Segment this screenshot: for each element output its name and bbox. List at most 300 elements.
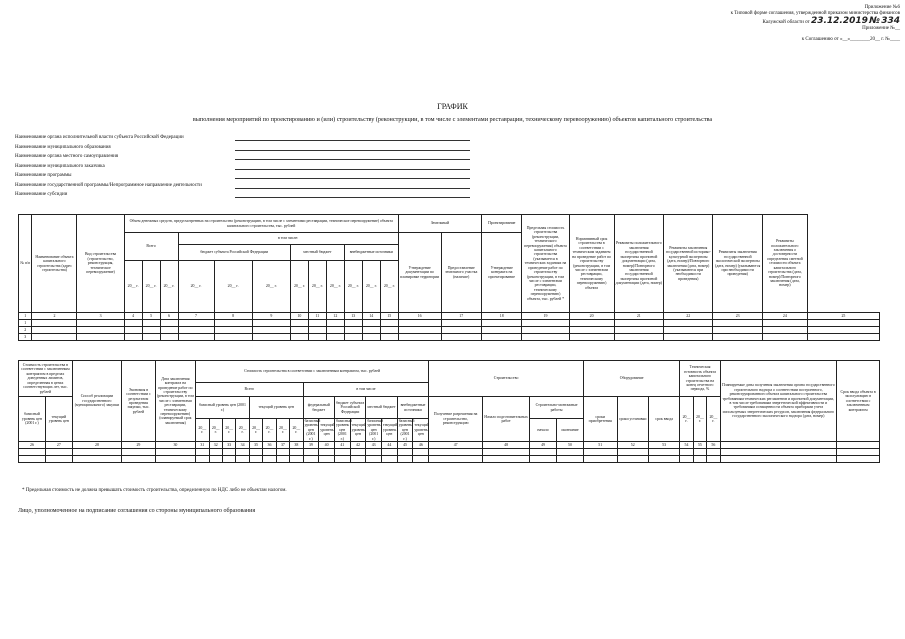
- table-cell: 1: [19, 313, 32, 320]
- table-cell: 15: [380, 313, 398, 320]
- table-cell: [122, 449, 156, 456]
- table-cell: 3: [77, 313, 124, 320]
- table-cell: [344, 334, 362, 341]
- table-cell: [366, 456, 382, 463]
- table-cell: [196, 456, 209, 463]
- table-cell: [32, 327, 77, 334]
- table-cell: [236, 449, 249, 456]
- col-cost-a: базисный уровень цен (2001 г.): [19, 397, 46, 442]
- table-cell: [837, 449, 880, 456]
- table-cell: [441, 320, 481, 327]
- table-cell: [344, 320, 362, 327]
- table-cell: [214, 320, 252, 327]
- table-cell: 46: [413, 442, 429, 449]
- table-cell: 38: [290, 442, 303, 449]
- table-cell: окончание: [557, 419, 584, 442]
- handwritten-number: 334: [881, 15, 900, 26]
- table-cell: 33: [222, 442, 235, 449]
- schedule-table-2: [18, 360, 880, 463]
- table-cell: 17: [441, 313, 481, 320]
- field-row: Наименование государственной программы/Непрограммное направление деятельности: [15, 181, 475, 191]
- table-cell: [252, 327, 290, 334]
- table-cell: 55: [693, 442, 706, 449]
- table-cell: 12: [326, 313, 344, 320]
- table-cell: 26: [19, 442, 46, 449]
- table-cell: [252, 334, 290, 341]
- table-cell: [196, 449, 209, 456]
- table-cell: 47: [429, 442, 483, 449]
- table-cell: [124, 320, 142, 327]
- table-cell: [713, 327, 762, 334]
- appendix-line2: к Типовой форме соглашения, утвержденной приказом министерства финансов: [730, 11, 900, 17]
- table-cell: [680, 456, 693, 463]
- table-cell: 42: [350, 442, 366, 449]
- table-cell: [142, 327, 160, 334]
- table-cell: [707, 456, 720, 463]
- table-cell: [303, 449, 319, 456]
- table-cell: 20__ г.: [290, 261, 308, 313]
- table-cell: текущий уровень цен: [319, 419, 335, 442]
- table-cell: [648, 456, 679, 463]
- table-cell: 20__ г.: [214, 261, 252, 313]
- table-cell: [413, 456, 429, 463]
- table-cell: [522, 334, 569, 341]
- table-cell: [362, 320, 380, 327]
- table-cell: 20__ г.: [142, 261, 160, 313]
- table-cell: [413, 449, 429, 456]
- table-cell: 20__ г.: [380, 261, 398, 313]
- table-cell: 41: [334, 442, 350, 449]
- table-cell: [19, 449, 46, 456]
- table-cell: 19: [522, 313, 569, 320]
- table-cell: 8: [214, 313, 252, 320]
- table-cell: базисный уровень цен (2001 г.): [304, 419, 321, 441]
- table-cell: 36: [263, 442, 276, 449]
- col-local: местный бюджет: [290, 245, 344, 261]
- appendix-line5: к Соглашению от «__»________20__ г. №____: [801, 36, 900, 42]
- table-cell: 20__ г.: [209, 419, 222, 442]
- table-cell: [837, 456, 880, 463]
- col-term: Нормативный срок строительства в соответствии с техническим заданием на проведение работ по строительству (реконструкции, в том числе с элементами реставрации, техническому перевооружению) объекта: [569, 215, 614, 313]
- table-cell: [707, 449, 720, 456]
- table-cell: федеральный бюджет: [303, 397, 334, 419]
- table-cell: 14: [362, 313, 380, 320]
- col-num: № п/п: [19, 215, 32, 313]
- col-type: Вид строительства (строительство, реконструкция, техническое перевооружение): [77, 215, 124, 313]
- col-design: Проектирование: [481, 215, 521, 233]
- col-equip: Оборудование: [583, 361, 679, 397]
- table-cell: [614, 327, 663, 334]
- table-cell: [720, 456, 837, 463]
- table-cell: [530, 449, 557, 456]
- table-cell: [382, 456, 398, 463]
- table-cell: бюджет субъекта Российской Федерации: [334, 397, 365, 419]
- field-row: Наименование муниципального заказчика: [15, 162, 475, 172]
- table-cell: [308, 327, 326, 334]
- table-cell: 24: [762, 313, 807, 320]
- table-cell: 20__ г.: [263, 419, 276, 442]
- table-cell: [720, 442, 837, 449]
- table-cell: 20__ г.: [236, 419, 249, 442]
- col-method: Способ реализации государственного (муниципального) закупки: [72, 361, 121, 442]
- table-cell: срок ввода: [648, 397, 679, 442]
- table-cell: 6: [160, 313, 178, 320]
- table-cell: 44: [382, 442, 398, 449]
- field-row: Наименование субсидии: [15, 190, 475, 200]
- col-design-a: Утверждение контракта на проектирование: [481, 233, 521, 313]
- table-cell: 20__ г.: [249, 419, 262, 442]
- table-cell: 51: [583, 442, 617, 449]
- footnote: * Предельная стоимость не должна превышать стоимость строительства, определенную по НДС либо не объектам налогом.: [22, 488, 287, 493]
- col-incl: в том числе:: [178, 233, 398, 245]
- table-cell: [72, 449, 121, 456]
- col-total: Всего: [124, 233, 178, 261]
- table-cell: [837, 442, 880, 449]
- table-cell: [249, 449, 262, 456]
- col-land-a: Утверждение документации по планировке территории: [398, 233, 441, 313]
- table-row: [19, 334, 880, 341]
- table-cell: [350, 449, 366, 456]
- table-cell: 21: [614, 313, 663, 320]
- table-cell: [290, 327, 308, 334]
- table-cell: [334, 456, 350, 463]
- table-cell: 32: [209, 442, 222, 449]
- col-deadline: Срок ввода объекта в эксплуатацию в соответствии с заключенным контрактом: [837, 361, 880, 442]
- table-cell: 1: [19, 320, 32, 327]
- table-cell: сроки приобретения: [583, 397, 617, 442]
- table-row: [19, 456, 880, 463]
- table-cell: [617, 449, 648, 456]
- table-cell: Получение разрешения на строительство, реконструкцию: [429, 397, 483, 442]
- table-cell: 20__ г.: [693, 397, 706, 442]
- table-cell: [334, 449, 350, 456]
- table-cell: [398, 327, 441, 334]
- table-cell: 2: [32, 313, 77, 320]
- table-cell: [614, 334, 663, 341]
- table-cell: 53: [648, 442, 679, 449]
- table-cell: [807, 327, 879, 334]
- table-cell: текущий уровень цен: [413, 419, 429, 442]
- table-cell: [222, 449, 235, 456]
- table-cell: [32, 320, 77, 327]
- field-row: Наименование муниципального образования: [15, 143, 475, 153]
- table-cell: [398, 334, 441, 341]
- table-cell: 9: [252, 313, 290, 320]
- table-cell: [178, 334, 214, 341]
- table-cell: 13: [344, 313, 362, 320]
- table-cell: [614, 320, 663, 327]
- table-cell: 28: [72, 442, 121, 449]
- table-cell: [252, 320, 290, 327]
- table-cell: [522, 320, 569, 327]
- table-cell: 49: [530, 442, 557, 449]
- table-cell: [45, 449, 72, 456]
- table-cell: 20__ г.: [178, 261, 214, 313]
- col-land: Земельный: [398, 215, 481, 233]
- col-other: внебюджетные источники: [344, 245, 398, 261]
- table-cell: [290, 320, 308, 327]
- table-cell: [290, 456, 303, 463]
- table-cell: [160, 334, 178, 341]
- table-cell: 23: [713, 313, 762, 320]
- table-cell: [583, 449, 617, 456]
- table-cell: 34: [236, 442, 249, 449]
- appendix-line4: Приложение №__: [862, 26, 900, 32]
- table-cell: [522, 327, 569, 334]
- table-cell: 25: [807, 313, 879, 320]
- table-cell: [344, 327, 362, 334]
- table-cell: базисный уровень цен (2001 г.): [367, 419, 384, 441]
- table-cell: 20__ г.: [196, 419, 209, 442]
- col-ready: Техническая готовность объекта капитального строительства на конец отчетного периода, %: [680, 361, 720, 397]
- col-exp2: Реквизиты заключения государственной историко-культурной экспертизы (дата, номер)/Повторного заключения (дата, номер) (указываются при необходимости проведения): [664, 215, 713, 313]
- table-cell: [382, 449, 398, 456]
- table-cell: [530, 456, 557, 463]
- field-row: Наименование органа местного самоуправления: [15, 152, 475, 162]
- appendix-line1: Приложение №6: [864, 5, 900, 10]
- field-row: Наименование программы: [15, 171, 475, 181]
- table-cell: 20__ г.: [362, 261, 380, 313]
- table-cell: [263, 449, 276, 456]
- field-row: Наименование органа исполнительной власти субъекта Российской Федерации: [15, 133, 475, 143]
- table-cell: 7: [178, 313, 214, 320]
- table-cell: [124, 327, 142, 334]
- table-cell: [236, 456, 249, 463]
- col-cost-b: текущий уровень цен: [45, 397, 72, 442]
- table-cell: 20__ г.: [124, 261, 142, 313]
- col-exp4: Реквизиты положительного заключения о достоверности определения сметной стоимости объекта капитального строительства (дата, номер)/Повторного заключения (дата, номер): [762, 215, 807, 313]
- table-cell: 20__ г.: [680, 397, 693, 442]
- table-cell: [319, 449, 335, 456]
- col-name: Наименование объекта капитального строительства (адрес строительства): [32, 215, 77, 313]
- field-list: [15, 133, 475, 200]
- table-cell: 31: [196, 442, 209, 449]
- table-cell: [303, 456, 319, 463]
- table-cell: [209, 456, 222, 463]
- table-cell: [380, 334, 398, 341]
- table-cell: 22: [664, 313, 713, 320]
- appendix-line3: Калужской области от 23.12.2019 № 334: [762, 15, 900, 26]
- table-cell: [441, 334, 481, 341]
- table-cell: [209, 449, 222, 456]
- schedule-table-1: [18, 214, 880, 341]
- table-cell: 39: [303, 442, 319, 449]
- col-build: Строительство: [429, 361, 584, 397]
- table-cell: 5: [142, 313, 160, 320]
- table-cell: [398, 320, 441, 327]
- table-cell: [308, 320, 326, 327]
- table-cell: 45: [397, 442, 413, 449]
- table-cell: [276, 449, 289, 456]
- table-cell: 20__ г.: [707, 397, 720, 442]
- table-cell: текущий уровень цен: [249, 397, 303, 419]
- table-cell: [664, 327, 713, 334]
- table-cell: 30: [155, 442, 195, 449]
- table-cell: [762, 334, 807, 341]
- table-cell: 35: [249, 442, 262, 449]
- table-cell: [441, 327, 481, 334]
- table-cell: 20__ г.: [308, 261, 326, 313]
- table-cell: 29: [122, 442, 156, 449]
- table-cell: текущий уровень цен: [382, 419, 398, 442]
- table-cell: [664, 320, 713, 327]
- col-total: Всего: [196, 383, 304, 397]
- table-cell: [326, 327, 344, 334]
- table-cell: [569, 320, 614, 327]
- table-cell: 54: [680, 442, 693, 449]
- table-cell: [397, 449, 413, 456]
- table-cell: 27: [45, 442, 72, 449]
- appendix-header: [560, 5, 900, 43]
- table-cell: 40: [319, 442, 335, 449]
- table-cell: 4: [124, 313, 142, 320]
- table-row: [19, 449, 880, 456]
- table-row: [19, 327, 880, 334]
- table-cell: [319, 456, 335, 463]
- table-cell: текущий уровень цен: [350, 419, 366, 442]
- table-cell: [178, 327, 214, 334]
- table-cell: [483, 456, 530, 463]
- table-cell: [664, 334, 713, 341]
- table-cell: [155, 449, 195, 456]
- column-numbers-row: [19, 442, 880, 449]
- table-cell: [222, 456, 235, 463]
- table-cell: [693, 449, 706, 456]
- doc-title: ГРАФИК: [437, 102, 468, 111]
- table-cell: [308, 334, 326, 341]
- table-cell: 20: [569, 313, 614, 320]
- table-cell: [326, 320, 344, 327]
- table-row: [19, 320, 880, 327]
- table-cell: базисный уровень цен (2001 г.): [196, 397, 250, 419]
- table-cell: [617, 456, 648, 463]
- table-cell: [362, 334, 380, 341]
- table-cell: 37: [276, 442, 289, 449]
- table-cell: 3: [19, 334, 32, 341]
- table-cell: [160, 320, 178, 327]
- table-cell: [481, 334, 521, 341]
- table-cell: [362, 327, 380, 334]
- table-cell: [276, 456, 289, 463]
- table-cell: 48: [483, 442, 530, 449]
- table-cell: [214, 334, 252, 341]
- table-cell: [155, 456, 195, 463]
- table-cell: 20__ г.: [326, 261, 344, 313]
- table-cell: [481, 320, 521, 327]
- table-cell: [713, 334, 762, 341]
- table-cell: [720, 449, 837, 456]
- table-cell: [77, 327, 124, 334]
- table-cell: [19, 456, 46, 463]
- table-cell: [481, 327, 521, 334]
- table-cell: [290, 334, 308, 341]
- table-cell: 2: [19, 327, 32, 334]
- col-plan: Планируемые даты получения заключения органа государственного строительного надзора о соответствии построенного, реконструированного объекта капитального строительства требованиям технических регламентов и проектной документации, в том числе требованиям энергетической эффективности и требованиям оснащенности объекта приборами учета используемых энергетических ресурсов, заключения федерального государственного экологического надзора (дата, номер): [720, 361, 837, 442]
- col-contract: Стоимость строительства в соответствии с заключенным контрактом, тыс. рублей: [196, 361, 429, 383]
- doc-subtitle: выполнения мероприятий по проектированию и (или) строительству (реконструкции, в том числе с элементами реставрации, техническому перевооружению) объектов капитального строительства: [192, 116, 713, 123]
- table-cell: [380, 327, 398, 334]
- table-cell: [807, 320, 879, 327]
- col-econ: Экономия в соответствии с результатом проведения закупки, тыс. рублей: [122, 361, 156, 442]
- table-cell: [32, 334, 77, 341]
- table-cell: базисный уровень цен (2001 г.): [335, 419, 352, 441]
- table-cell: 20__ г.: [222, 419, 235, 442]
- col-exp1: Реквизиты положительного заключения государственной экспертизы проектной документации (дата, номер)/Повторного заключения государственной экспертизы проектной документации (дата, номер): [614, 215, 663, 313]
- table-cell: [762, 327, 807, 334]
- col-incl: в том числе: [303, 383, 429, 397]
- table-cell: [366, 449, 382, 456]
- col-exp3: Реквизиты заключения государственной экологической экспертизы (дата, номер) (указываются при необходимости проведения): [713, 215, 762, 313]
- table-cell: [557, 456, 584, 463]
- table-cell: [160, 327, 178, 334]
- table-cell: 20__ г.: [252, 261, 290, 313]
- table-cell: [569, 334, 614, 341]
- table-cell: 43: [366, 442, 382, 449]
- table-cell: [380, 320, 398, 327]
- table-cell: [142, 334, 160, 341]
- table-cell: [429, 456, 483, 463]
- col-cost: Предельная стоимость строительства (реконструкции, технического перевооружения) объекта капитального строительства (указывается в технических заданиях на проведение работ по строительству (реконструкции, в том числе с элементами реставрации, техническому перевооружению) объекта, тыс. рублей *: [522, 215, 569, 313]
- table-cell: [713, 320, 762, 327]
- table-cell: [122, 456, 156, 463]
- table-cell: [429, 449, 483, 456]
- table-cell: [142, 320, 160, 327]
- table-cell: [263, 456, 276, 463]
- table-cell: 11: [308, 313, 326, 320]
- table-cell: [326, 334, 344, 341]
- table-cell: [583, 456, 617, 463]
- table-cell: местный бюджет: [366, 397, 397, 419]
- column-numbers-row: [19, 313, 880, 320]
- table-cell: [569, 327, 614, 334]
- table-cell: 52: [617, 442, 648, 449]
- table-cell: 20__ г.: [276, 419, 289, 442]
- table-cell: 10: [290, 313, 308, 320]
- table-cell: [762, 320, 807, 327]
- table-cell: [350, 456, 366, 463]
- table-cell: [557, 449, 584, 456]
- col-land-b: Предоставление земельного участка (наличие): [441, 233, 481, 313]
- table-cell: [680, 449, 693, 456]
- table-cell: [648, 449, 679, 456]
- table-cell: внебюджетные источники: [397, 397, 429, 419]
- table-cell: [178, 320, 214, 327]
- handwritten-date: 23.12.2019: [810, 15, 868, 26]
- table-cell: [45, 456, 72, 463]
- table-cell: 16: [398, 313, 441, 320]
- table-cell: Строительно-монтажные работы: [530, 397, 584, 419]
- table-cell: [807, 334, 879, 341]
- table-cell: [124, 334, 142, 341]
- signature-line: Лицо, уполномоченное на подписание соглашения со стороны муниципального образования: [18, 508, 256, 514]
- col-cost: Стоимость строительства в соответствии с заключенным контрактом в пределах доведенных лимитов, определенная в ценах соответствующих лет, тыс. рублей: [19, 361, 73, 397]
- table-cell: [77, 320, 124, 327]
- table-cell: Начало подготовительных работ: [483, 397, 530, 442]
- table-cell: 20__ г.: [290, 419, 303, 442]
- table-cell: [72, 456, 121, 463]
- table-cell: 50: [557, 442, 584, 449]
- table-cell: базисный уровень цен (2001 г.): [398, 419, 415, 441]
- col-date: Дата заключения контракта на проведение работ по строительству (реконструкции, в том числе с элементами реставрации, техническому перевооружению) (планируемый срок заключения): [155, 361, 195, 442]
- col-fed: бюджет субъекта Российской Федерации: [178, 245, 290, 261]
- table-cell: сроки установки: [617, 397, 648, 442]
- table-cell: 20__ г.: [160, 261, 178, 313]
- table-cell: 56: [707, 442, 720, 449]
- table-cell: [397, 456, 413, 463]
- table-cell: [290, 449, 303, 456]
- table-cell: 20__ г.: [344, 261, 362, 313]
- table-cell: начало: [530, 419, 557, 442]
